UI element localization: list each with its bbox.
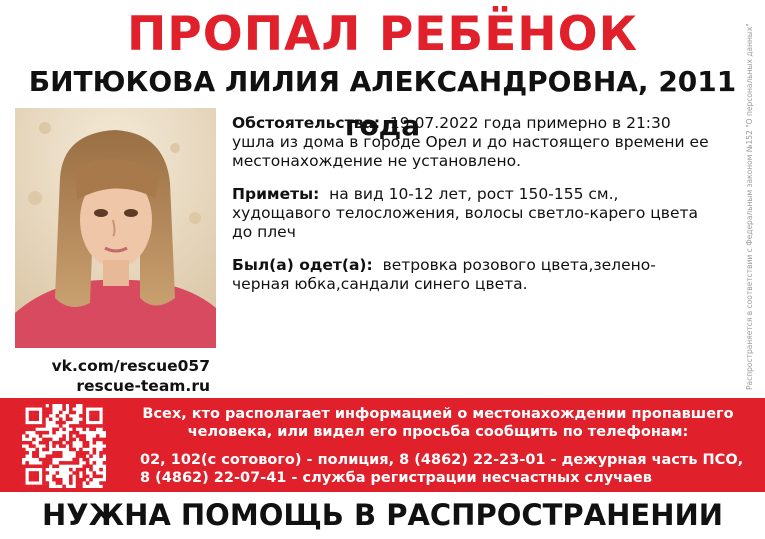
signs-label: Приметы: [232, 185, 320, 203]
clothes-paragraph [232, 256, 712, 294]
missing-person-name: БИТЮКОВА ЛИЛИЯ АЛЕКСАНДРОВНА, 2011 года [28, 65, 737, 142]
links-block [20, 356, 210, 396]
circumstances-text: 19.07.2022 года примерно в 21:30 ушла из дома в городе Орел и до настоящего времени ее местонахождение не установлено. [232, 114, 709, 170]
circumstances-paragraph [232, 114, 712, 171]
details-block [232, 114, 712, 308]
clothes-text: ветровка розового цвета,зелено-черная юбка,сандали синего цвета. [232, 256, 656, 293]
contact-registry: 8 (4862) 22-07-41 - служба регистрации несчастных случаев [140, 470, 652, 486]
legal-side-note [742, 4, 756, 394]
footer-call: НУЖНА ПОМОЩЬ В РАСПРОСТРАНЕНИИ [41, 498, 724, 532]
site-link[interactable]: rescue-team.ru [76, 377, 210, 395]
qr-code-icon[interactable] [22, 404, 106, 488]
contact-line-2: человека, или видел его просьба сообщить по телефонам: [187, 424, 689, 440]
poster-title: ПРОПАЛ РЕБЁНОК [126, 7, 639, 62]
legal-side-note-text: Распространяется в соответствии с Федеральным законом №152 "О персональных данных" [745, 23, 754, 390]
contact-phones: 02, 102(с сотового) - полиция, 8 (4862) 22-23-01 - дежурная часть ПСО, [140, 452, 744, 468]
vk-link[interactable]: vk.com/rescue057 [51, 357, 210, 375]
signs-text: на вид 10-12 лет, рост 150-155 см., худощавого телосложения, волосы светло-карего цвета до плеч [232, 185, 699, 241]
contact-line-1: Всех, кто располагает информацией о местонахождении пропавшего [142, 406, 734, 422]
signs-paragraph [232, 185, 712, 242]
contact-info [118, 405, 758, 487]
circumstances-label: Обстоятельства: [232, 114, 381, 132]
missing-person-photo [15, 108, 216, 348]
clothes-label: Был(а) одет(а): [232, 256, 373, 274]
